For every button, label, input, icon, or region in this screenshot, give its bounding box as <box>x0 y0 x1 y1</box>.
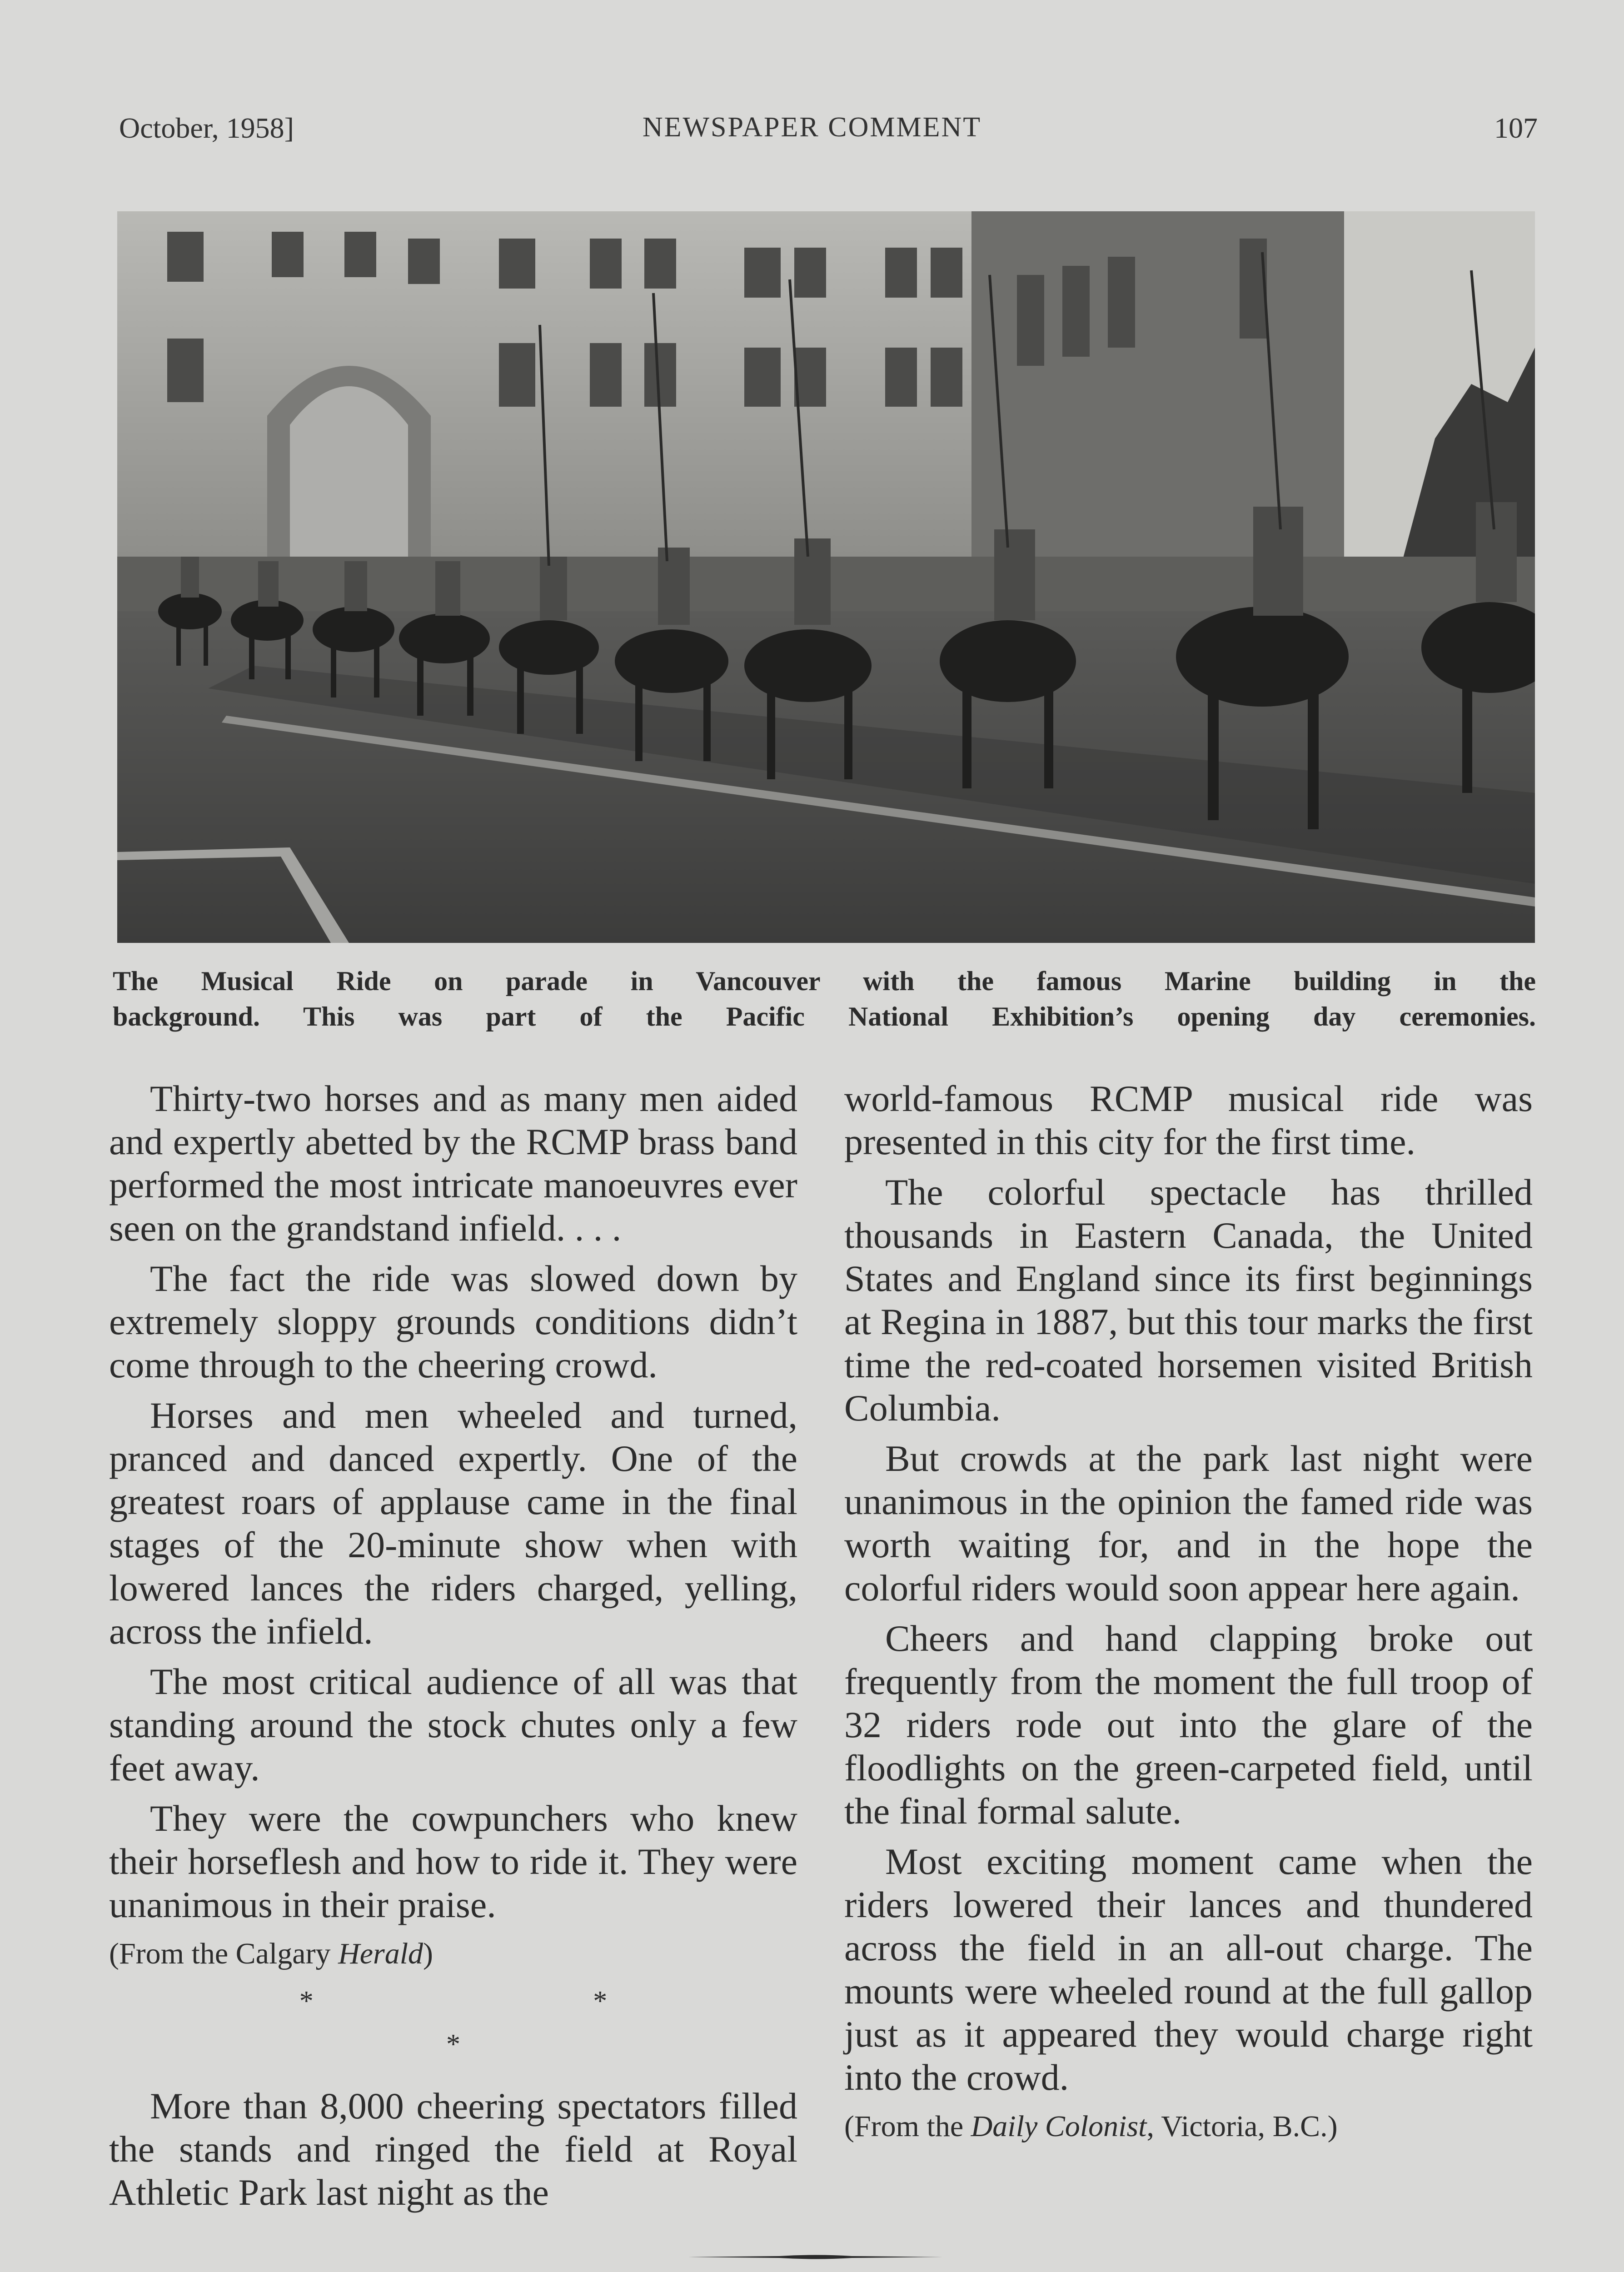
credit-newspaper: Herald <box>338 1937 423 1970</box>
left-paragraph-5: They were the cowpunchers who knew their horseflesh and how to ride it. They were unanimous in their praise. <box>109 1798 797 1925</box>
left-paragraph-6: More than 8,000 cheering spectators filled the stands and ringed the field at Royal Athletic Park last night as the <box>109 2085 797 2213</box>
running-header-title: NEWSPAPER COMMENT <box>642 112 982 143</box>
calgary-herald-credit <box>109 1933 797 1974</box>
left-paragraph-1: Thirty-two horses and as many men aided and expertly abetted by the RCMP brass band performed the most intricate manoeuvres ever seen on the grandstand infield. . . . <box>109 1078 797 1249</box>
daily-colonist-credit <box>844 2106 1533 2147</box>
photo-caption-line-1: The Musical Ride on parade in Vancouver with the famous Marine building in the <box>113 966 1536 996</box>
credit-prefix: (From the <box>844 2110 971 2143</box>
right-paragraph-5: Most exciting moment came when the riders lowered their lances and thundered across the field in an all-out charge. The mounts were wheeled round at the full gallop just as it appeared they would charge right into the crowd. <box>844 1841 1533 2098</box>
running-header-date: October, 1958] <box>119 112 294 144</box>
parade-photograph-illustration <box>117 211 1535 943</box>
page-number: 107 <box>1494 112 1538 144</box>
left-paragraph-3: Horses and men wheeled and turned, pranced and danced expertly. One of the greatest roars of applause came in the final stages of the 20-minute show when with lowered lances the riders charged, yelling, across the infield. <box>109 1395 797 1652</box>
right-paragraph-2: The colorful spectacle has thrilled thousands in Eastern Canada, the United States and England since its first beginnings at Regina in 1887, but this tour marks the first time the red-coated horsemen visited British Columbia. <box>844 1171 1533 1429</box>
parade-photograph <box>117 211 1535 943</box>
credit-suffix: , Victoria, B.C.) <box>1146 2110 1338 2143</box>
right-column <box>844 1077 1533 2154</box>
right-paragraph-3: But crowds at the park last night were unanimous in the opinion the famed ride was worth waiting for, and in the hope the colorful riders would soon appear here again. <box>844 1438 1533 1609</box>
right-paragraph-1: world-famous RCMP musical ride was presented in this city for the first time. <box>844 1078 1533 1162</box>
photo-caption <box>113 963 1536 1034</box>
left-paragraph-2: The fact the ride was slowed down by extremely sloppy grounds conditions didn’t come through to the cheering crowd. <box>109 1258 797 1385</box>
left-column <box>109 1077 797 2221</box>
section-separator: * * * <box>299 1986 744 2060</box>
left-paragraph-4: The most critical audience of all was that standing around the stock chutes only a few feet away. <box>109 1661 797 1789</box>
section-divider-rule <box>688 2254 943 2260</box>
credit-newspaper: Daily Colonist <box>971 2110 1147 2143</box>
right-paragraph-4: Cheers and hand clapping broke out frequently from the moment the full troop of 32 riders rode out into the glare of the floodlights on the green-carpeted field, until the final formal salute. <box>844 1618 1533 1832</box>
credit-suffix: ) <box>423 1937 433 1970</box>
credit-prefix: (From the Calgary <box>109 1937 339 1970</box>
photo-caption-line-2: background. This was part of the Pacific National Exhibition’s opening day ceremonies. <box>113 1001 1536 1031</box>
